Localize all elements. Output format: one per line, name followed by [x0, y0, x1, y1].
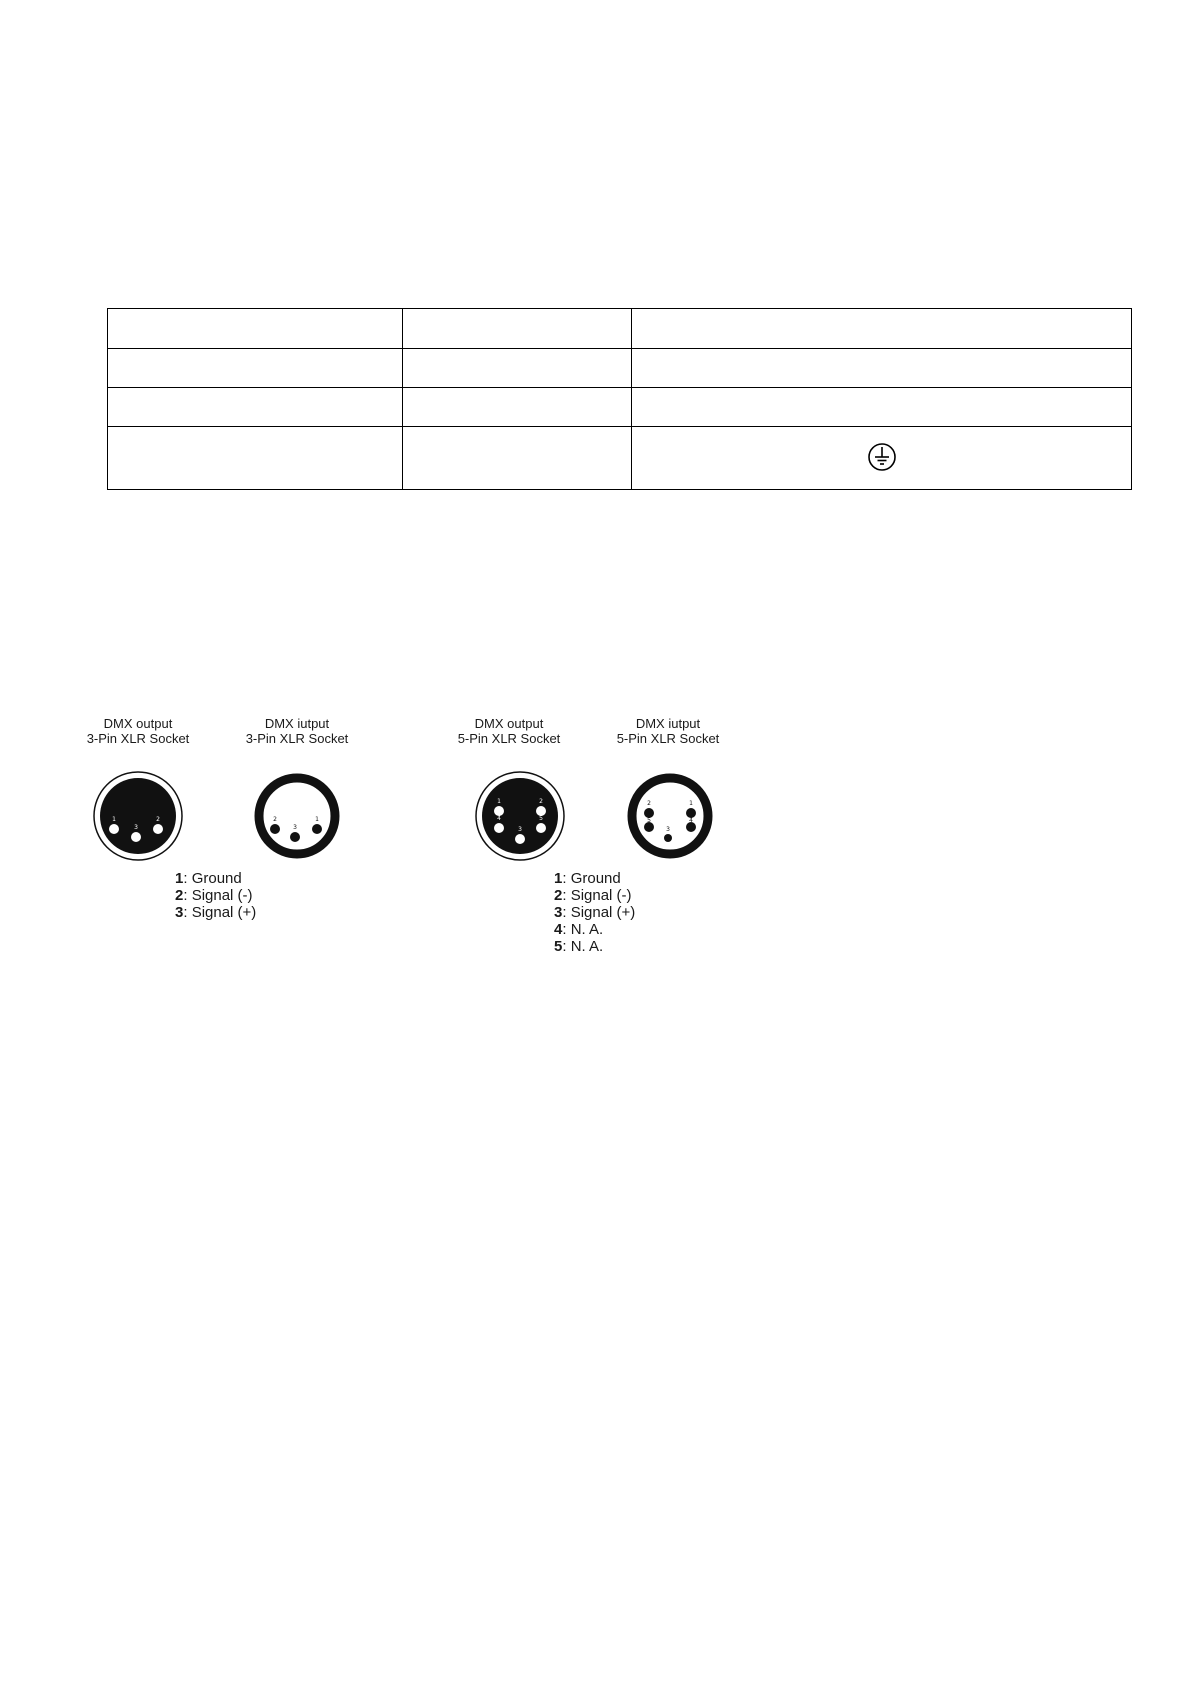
svg-text:1: 1: [112, 816, 116, 823]
pin-number: 3: [554, 904, 563, 921]
wiring-table: [107, 308, 1132, 490]
table-cell: [632, 349, 1132, 388]
svg-text:3: 3: [293, 824, 297, 831]
pin-function: N. A.: [570, 938, 604, 955]
pin-separator: :: [562, 887, 567, 904]
svg-text:5: 5: [539, 815, 543, 822]
legend-line: [175, 887, 256, 904]
connector-title: DMX iutput: [635, 716, 701, 731]
pin-legend-5pin: [554, 870, 635, 955]
xlr-3pin-input-icon: [250, 769, 344, 863]
table-row: [108, 309, 1132, 349]
table-row: [108, 427, 1132, 490]
connector-subtitle: 3-Pin XLR Socket: [86, 731, 190, 746]
table-cell: [403, 427, 632, 490]
svg-text:1: 1: [497, 798, 501, 805]
pin-function: N. A.: [570, 921, 604, 938]
legend-line: [554, 887, 635, 904]
svg-text:3: 3: [666, 826, 670, 833]
table-row: [108, 388, 1132, 427]
protective-earth-icon: [867, 442, 897, 472]
pin-separator: :: [183, 887, 188, 904]
connector-header-5pin-output: [434, 716, 584, 746]
table-row: [108, 349, 1132, 388]
table-cell: [632, 309, 1132, 349]
table-cell: [632, 388, 1132, 427]
svg-text:4: 4: [497, 815, 501, 822]
pin-separator: :: [562, 870, 567, 887]
pin-number: 5: [554, 938, 563, 955]
svg-text:3: 3: [134, 824, 138, 831]
pin-separator: :: [183, 870, 188, 887]
legend-line: [554, 938, 635, 955]
connector-header-3pin-output: [63, 716, 213, 746]
pin-function: Signal (-): [191, 887, 253, 904]
connector-subtitle: 3-Pin XLR Socket: [245, 731, 349, 746]
table-cell: [403, 388, 632, 427]
svg-text:3: 3: [518, 826, 522, 833]
table-cell: [108, 309, 403, 349]
pin-function: Signal (-): [570, 887, 632, 904]
svg-text:5: 5: [647, 817, 651, 824]
table-cell: [632, 427, 1132, 490]
pin-function: Signal (+): [191, 904, 257, 921]
legend-line: [554, 921, 635, 938]
svg-text:4: 4: [689, 817, 693, 824]
pin-separator: :: [562, 938, 567, 955]
xlr-5pin-input-icon: [623, 769, 717, 863]
pin-number: 3: [175, 904, 184, 921]
svg-text:2: 2: [273, 816, 277, 823]
connector-header-3pin-input: [222, 716, 372, 746]
table-cell: [108, 349, 403, 388]
legend-line: [175, 870, 256, 887]
svg-text:2: 2: [156, 816, 160, 823]
pin-number: 2: [554, 887, 563, 904]
table-cell: [403, 349, 632, 388]
pin-number: 4: [554, 921, 563, 938]
pin-function: Signal (+): [570, 904, 636, 921]
connector-subtitle: 5-Pin XLR Socket: [457, 731, 561, 746]
pin-number: 1: [554, 870, 563, 887]
pin-function: Ground: [191, 870, 242, 887]
pin-number: 1: [175, 870, 184, 887]
connector-header-5pin-input: [593, 716, 743, 746]
xlr-3pin-output-icon: [91, 769, 185, 863]
svg-text:1: 1: [689, 800, 693, 807]
table-cell: [108, 388, 403, 427]
legend-line: [554, 904, 635, 921]
xlr-5pin-output-icon: [473, 769, 567, 863]
connector-title: DMX output: [474, 716, 544, 731]
legend-line: [554, 870, 635, 887]
table-cell: [108, 427, 403, 490]
pin-separator: :: [183, 904, 188, 921]
pin-number: 2: [175, 887, 184, 904]
connector-title: DMX iutput: [264, 716, 330, 731]
svg-text:2: 2: [539, 798, 543, 805]
svg-text:2: 2: [647, 800, 651, 807]
connector-subtitle: 5-Pin XLR Socket: [616, 731, 720, 746]
legend-line: [175, 904, 256, 921]
pin-function: Ground: [570, 870, 621, 887]
svg-text:1: 1: [315, 816, 319, 823]
connector-title: DMX output: [103, 716, 173, 731]
pin-separator: :: [562, 904, 567, 921]
pin-legend-3pin: [175, 870, 256, 921]
table-cell: [403, 309, 632, 349]
pin-separator: :: [562, 921, 567, 938]
